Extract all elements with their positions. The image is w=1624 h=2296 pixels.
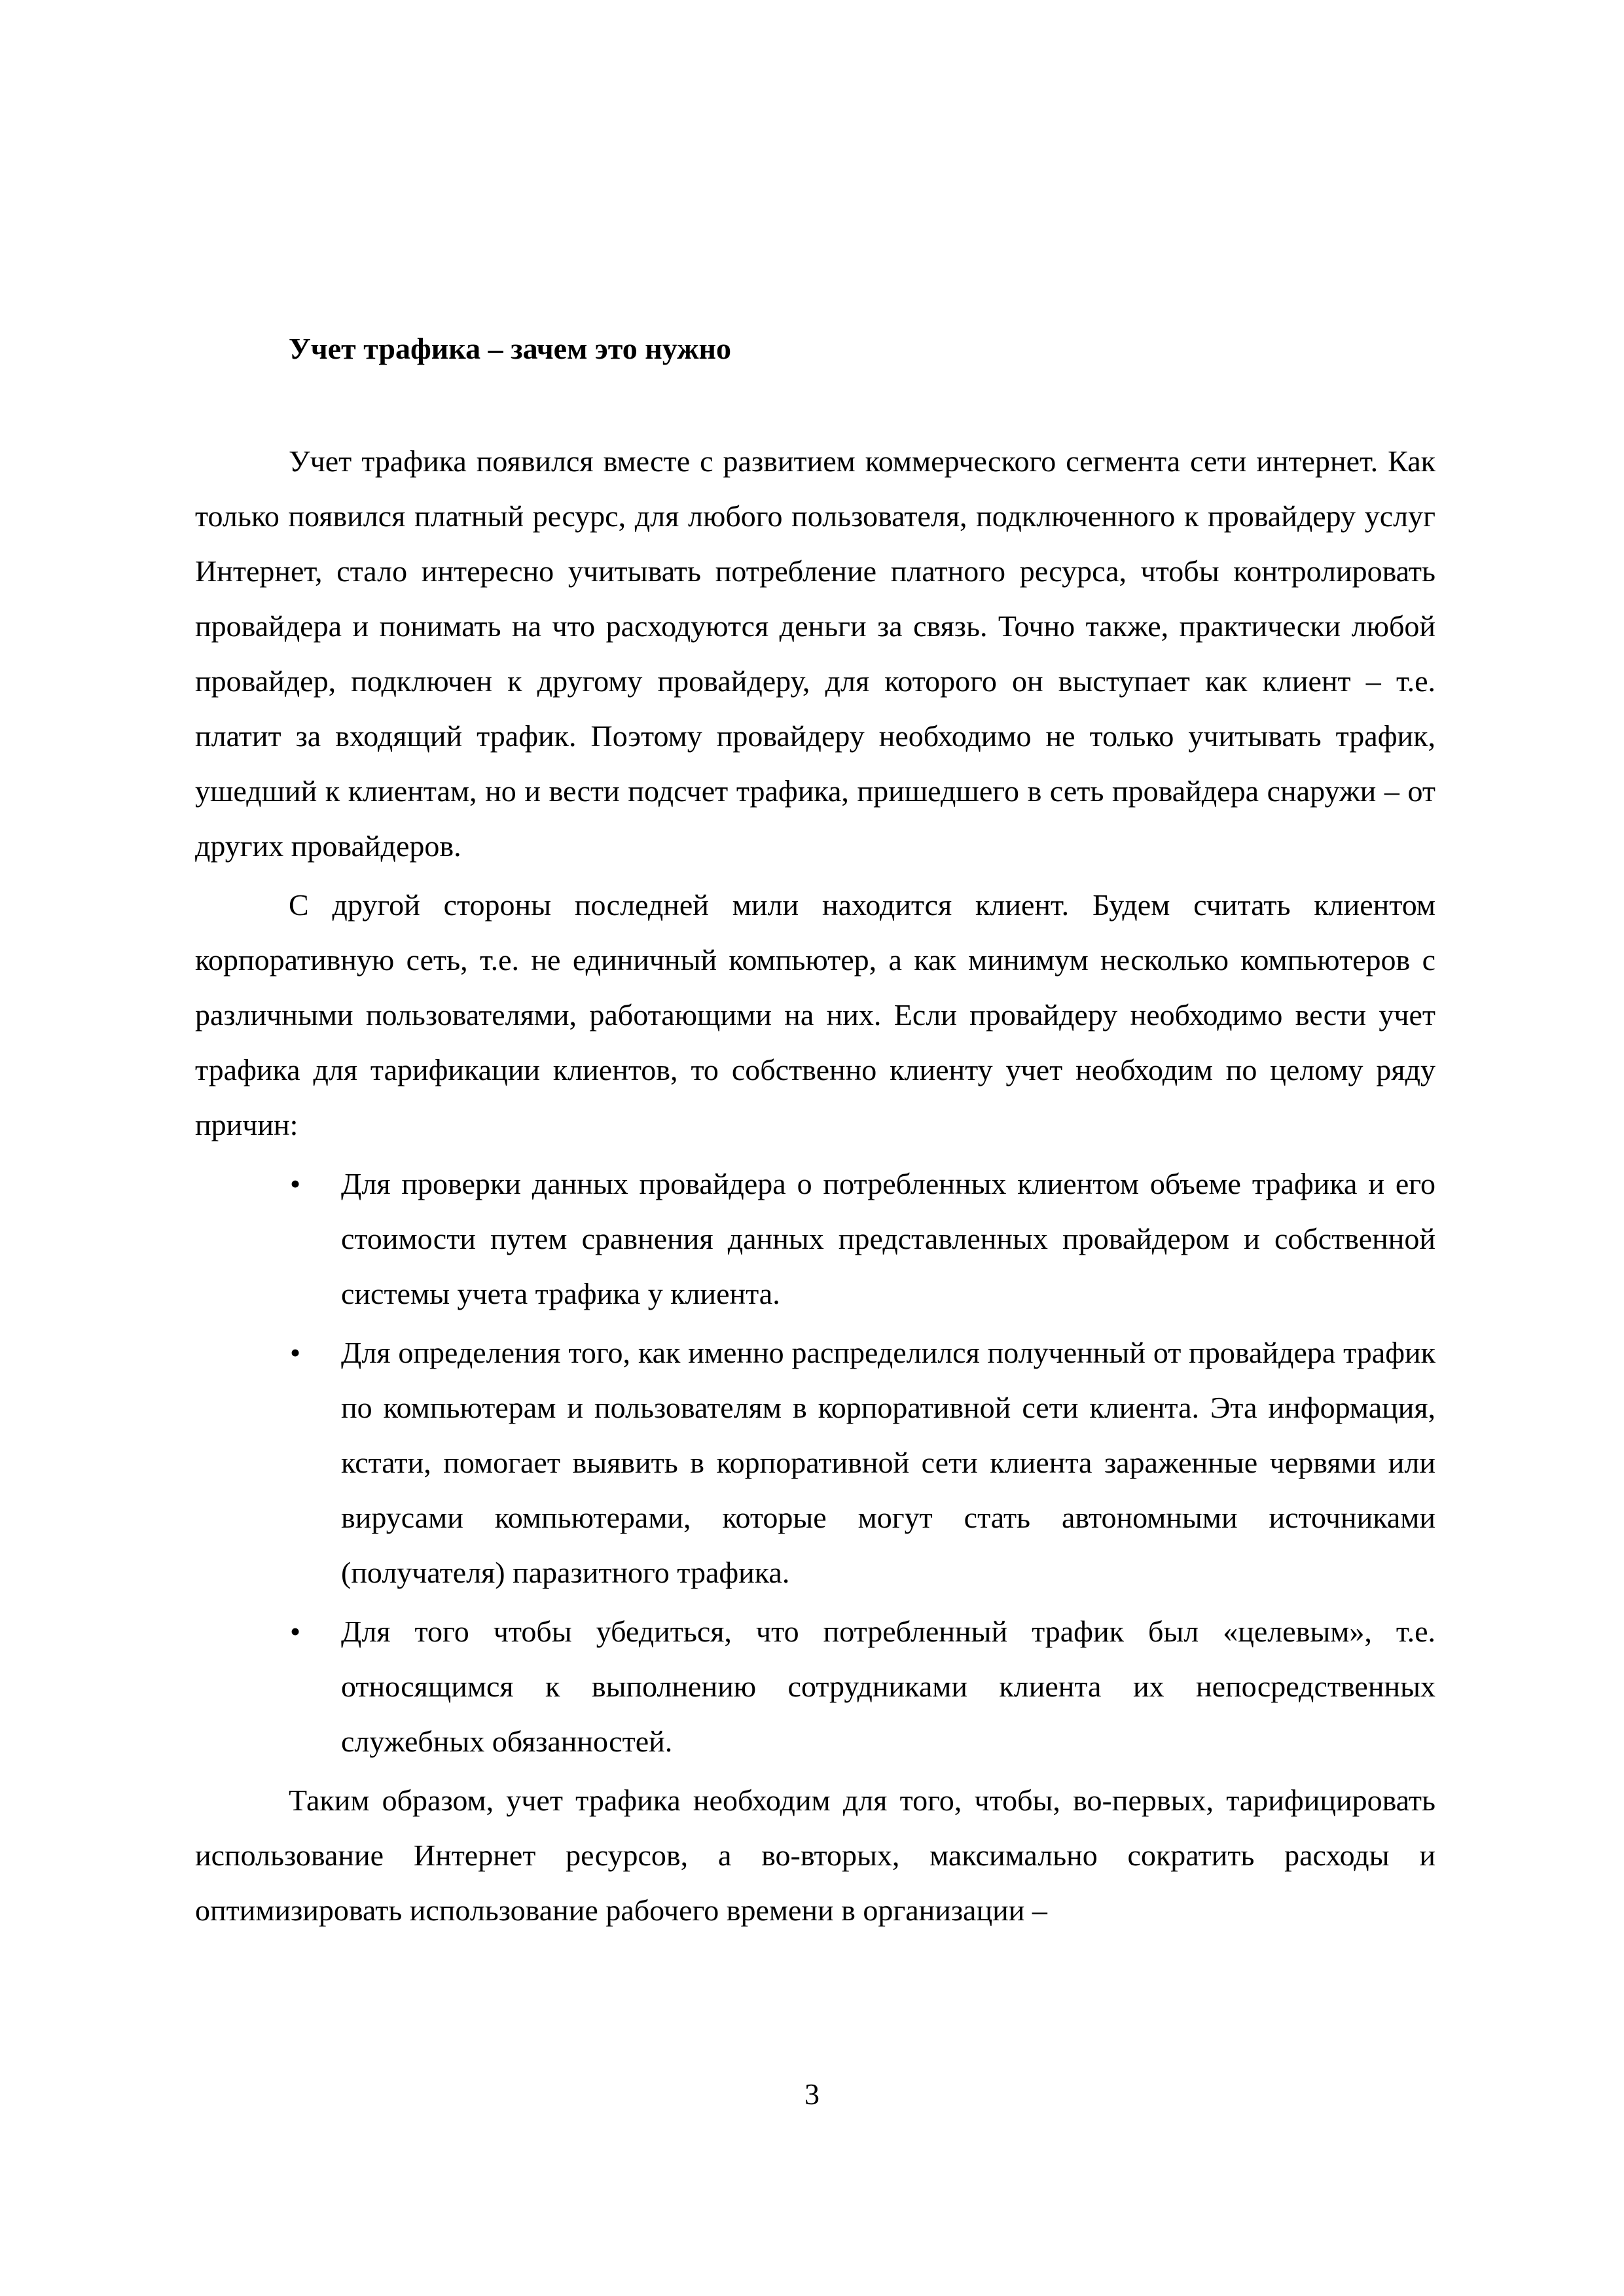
bullet-item-1 bbox=[290, 1157, 1435, 1321]
bullet-item-2 bbox=[290, 1325, 1435, 1600]
bullet-list bbox=[195, 1157, 1435, 1769]
bullet-text-2: Для определения того, как именно распределился полученный от провайдера трафик по компьютерам и пользователям в корпоративной сети клиента. Эта информация, кстати, помогает выявить в корпоративной сети клиента зараженные червями или вирусами компьютерами, которые могут стать автономными источниками (получателя) паразитного трафика. bbox=[341, 1336, 1435, 1589]
bullet-dot-icon: • bbox=[290, 1336, 301, 1369]
bullet-text-3: Для того чтобы убедиться, что потребленный трафик был «целевым», т.е. относящимся к выполнению сотрудниками клиента их непосредственных служебных обязанностей. bbox=[341, 1615, 1435, 1758]
bullet-dot-icon: • bbox=[290, 1615, 301, 1648]
page-number: 3 bbox=[804, 2077, 820, 2111]
bullet-dot-icon: • bbox=[290, 1167, 301, 1200]
paragraph-2: С другой стороны последней мили находится клиент. Будем считать клиентом корпоративную сеть, т.е. не единичный компьютер, а как минимум несколько компьютеров с различными пользователями, работающими на них. Если провайдеру необходимо вести учет трафика для тарификации клиентов, то собственно клиенту учет необходим по целому ряду причин: bbox=[195, 888, 1435, 1141]
paragraph-1: Учет трафика появился вместе с развитием коммерческого сегмента сети интернет. Как только появился платный ресурс, для любого пользователя, подключенного к провайдеру услуг Интернет, стало интересно учитывать потребление платного ресурса, чтобы контролировать провайдера и понимать на что расходуются деньги за связь. Точно также, практически любой провайдер, подключен к другому провайдеру, для которого он выступает как клиент – т.е. платит за входящий трафик. Поэтому провайдеру необходимо не только учитывать трафик, ушедший к клиентам, но и вести подсчет трафика, пришедшего в сеть провайдера снаружи – от других провайдеров. bbox=[195, 444, 1435, 863]
bullet-text-1: Для проверки данных провайдера о потребленных клиентом объеме трафика и его стоимости путем сравнения данных представленных провайдером и собственной системы учета трафика у клиента. bbox=[341, 1167, 1435, 1310]
bullet-item-3 bbox=[290, 1604, 1435, 1769]
body-text bbox=[195, 434, 1435, 1938]
closing-paragraph: Таким образом, учет трафика необходим для того, чтобы, во-первых, тарифицировать использование Интернет ресурсов, а во-вторых, максимально сократить расходы и оптимизировать использование рабочего времени в организации – bbox=[195, 1784, 1435, 1927]
section-heading: Учет трафика – зачем это нужно bbox=[289, 332, 732, 365]
